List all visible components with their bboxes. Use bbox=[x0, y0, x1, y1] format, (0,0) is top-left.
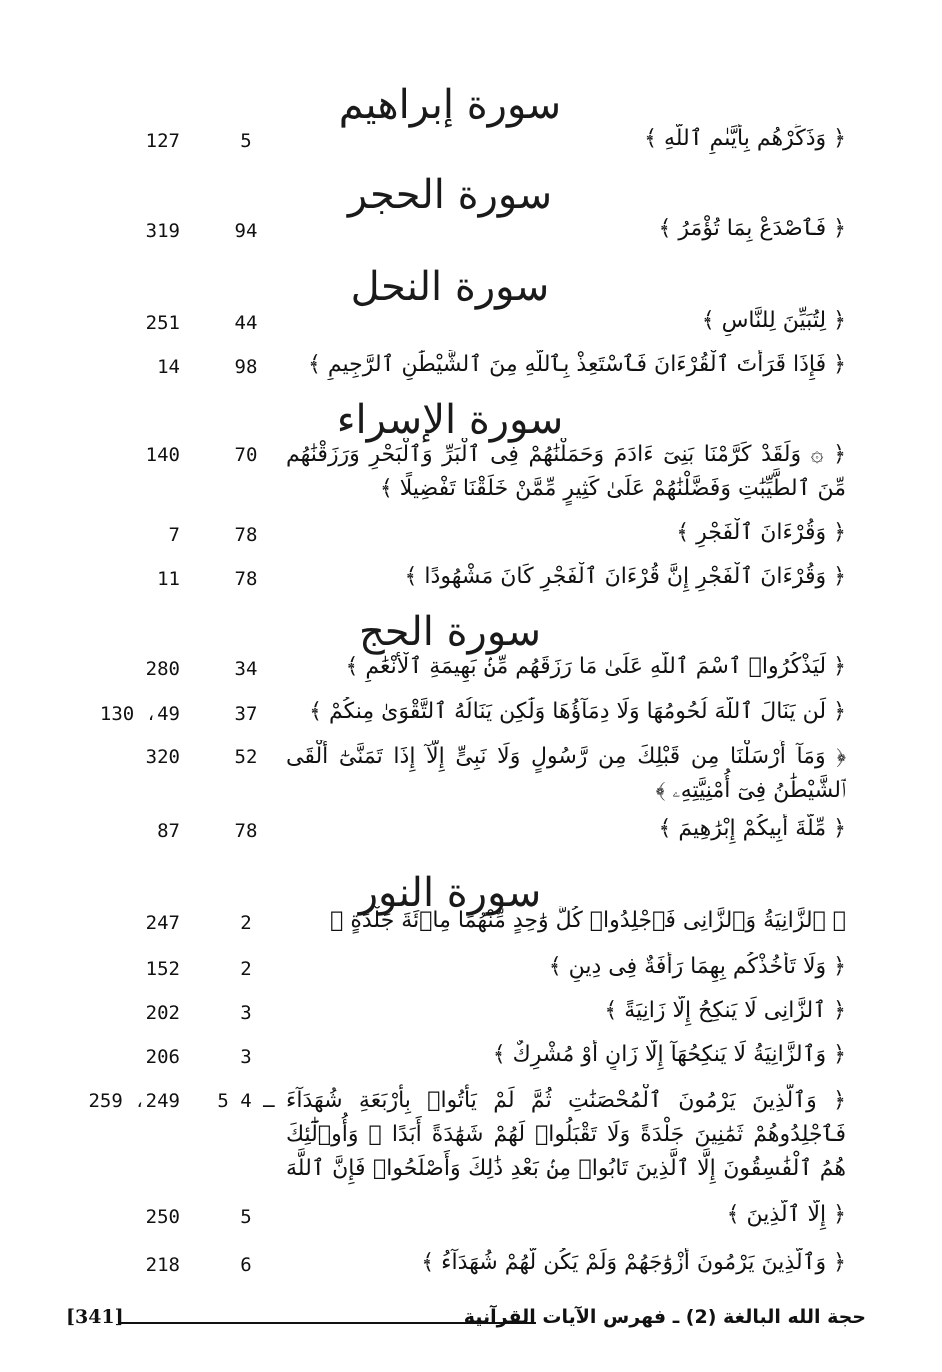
ayah-number: 70 bbox=[234, 444, 258, 466]
page-reference: 87 bbox=[157, 820, 180, 842]
page-reference: 11 bbox=[157, 568, 180, 590]
page-reference: 14 bbox=[157, 356, 180, 378]
verse-text: ﴿ فَإِذَا قَرَأْتَ ٱلْقُرْءَانَ فَٱسْتَعِذْ بِٱللَّهِ مِنَ ٱلشَّيْطَٰنِ ٱلرَّجِيمِ ﴾ bbox=[307, 352, 846, 377]
page-reference: 250 bbox=[145, 1206, 180, 1228]
verse-text: ﴿ وَٱلَّذِينَ يَرْمُونَ ٱلْمُحْصَنَٰتِ ثُمَّ لَمْ يَأْتُوا۟ بِأَرْبَعَةِ شُهَدَآءَ فَٱجْلِدُوهُمْ ثَمَٰنِينَ جَلْدَةً وَلَا تَقْبَلُوا۟ لَهُمْ شَهَٰدَةً أَبَدًا ۚ وَأُو۟لَٰٓئِكَ هُمُ ٱلْفَٰسِقُونَ إِلَّا ٱلَّذِينَ تَابُوا۟ مِنۢ بَعْدِ ذَٰلِكَ وَأَصْلَحُوا۟ فَإِنَّ ٱللَّهَ bbox=[286, 1088, 846, 1181]
page-reference: 319 bbox=[145, 220, 180, 242]
verse-text: ﴿ لَن يَنَالَ ٱللَّهَ لُحُومُهَا وَلَا دِمَآؤُهَا وَلَٰكِن يَنَالُهُ ٱلتَّقْوَىٰ مِنكُمْ ﴾ bbox=[309, 699, 846, 724]
ayah-number: 34 bbox=[234, 658, 258, 680]
verse-text: ﴿ وَمَآ أَرْسَلْنَا مِن قَبْلِكَ مِن رَّسُولٍ وَلَا نَبِىٍّ إِلَّآ إِذَا تَمَنَّىٰٓ أَلْقَى ٱلشَّيْطَٰنُ فِىٓ أُمْنِيَّتِهِۦ ﴾ bbox=[286, 744, 846, 803]
verse-text: ﴿ ٱلزَّانِيَةُ وَٱلزَّانِى فَٱجْلِدُوا۟ كُلَّ وَٰحِدٍ مِّنْهُمَا مِا۟ئَةَ جَلْدَةٍ ﴾ bbox=[330, 908, 846, 933]
surah-heading: سورة النحل bbox=[350, 264, 550, 310]
page-reference: 127 bbox=[145, 130, 180, 152]
ayah-number: 5 bbox=[240, 130, 252, 152]
verse-text: ﴿ وَذَكِّرْهُم بِأَيَّىٰمِ ٱللَّهِ ﴾ bbox=[644, 126, 846, 151]
ayah-number: 78 bbox=[234, 524, 258, 546]
ayah-number: 94 bbox=[234, 220, 258, 242]
surah-heading: سورة الإسراء bbox=[336, 397, 564, 443]
page-reference: 202 bbox=[145, 1002, 180, 1024]
verse-text: ﴿ وَلَا تَأْخُذْكُم بِهِمَا رَأْفَةٌ فِى دِينِ ﴾ bbox=[548, 954, 846, 979]
page-reference: 152 bbox=[145, 958, 180, 980]
ayah-number: 2 bbox=[240, 912, 252, 934]
page-reference: 140 bbox=[145, 444, 180, 466]
verse-text: ﴿ ۞ وَلَقَدْ كَرَّمْنَا بَنِىٓ ءَادَمَ وَحَمَلْنَٰهُمْ فِى ٱلْبَرِّ وَٱلْبَحْرِ وَرَزَقْنَٰهُم مِّنَ ٱلطَّيِّبَٰتِ وَفَضَّلْنَٰهُمْ عَلَىٰ كَثِيرٍ مِّمَّنْ خَلَقْنَا تَفْضِيلًا ﴾ bbox=[286, 442, 846, 501]
ayah-number: 5 ـ 4 bbox=[217, 1090, 275, 1112]
ayah-number: 2 bbox=[240, 958, 252, 980]
surah-heading: سورة الحج bbox=[358, 609, 542, 655]
page-number: [341] bbox=[66, 1306, 124, 1328]
page-reference: 320 bbox=[145, 746, 180, 768]
surah-heading: سورة الحجر bbox=[347, 172, 553, 218]
page-reference: 206 bbox=[145, 1046, 180, 1068]
surah-heading: سورة النور bbox=[358, 870, 542, 916]
verse-text: ﴿ لِتُبَيِّنَ لِلنَّاسِ ﴾ bbox=[701, 308, 846, 333]
ayah-number: 52 bbox=[234, 746, 258, 768]
page-reference: 130 ،49 bbox=[99, 703, 180, 725]
page-reference: 218 bbox=[145, 1254, 180, 1276]
verse-text: ﴿ وَقُرْءَانَ ٱلْفَجْرِ إِنَّ قُرْءَانَ ٱلْفَجْرِ كَانَ مَشْهُودًا ﴾ bbox=[404, 564, 846, 589]
page-reference: 259 ،249 bbox=[88, 1090, 180, 1112]
footer-title: حجة الله البالغة (2) ـ فهرس الآيات القرآنية bbox=[463, 1306, 866, 1328]
page-reference: 251 bbox=[145, 312, 180, 334]
ayah-number: 78 bbox=[234, 568, 258, 590]
page-reference: 280 bbox=[145, 658, 180, 680]
verse-text: ﴿ مِّلَّةَ أَبِيكُمْ إِبْرَٰهِيمَ ﴾ bbox=[658, 816, 846, 841]
ayah-number: 3 bbox=[240, 1002, 252, 1024]
ayah-number: 5 bbox=[240, 1206, 252, 1228]
verse-text: ﴿ فَٱصْدَعْ بِمَا تُؤْمَرُ ﴾ bbox=[658, 216, 846, 241]
surah-heading: سورة إبراهيم bbox=[338, 82, 562, 128]
verse-text: ﴿ إِلَّا ٱلَّذِينَ ﴾ bbox=[726, 1202, 846, 1227]
verse-text: ﴿ وَٱلزَّانِيَةُ لَا يَنكِحُهَآ إِلَّا زَانٍ أَوْ مُشْرِكٌ ﴾ bbox=[492, 1042, 846, 1067]
ayah-number: 6 bbox=[240, 1254, 252, 1276]
verse-text: ﴿ وَٱلَّذِينَ يَرْمُونَ أَزْوَٰجَهُمْ وَلَمْ يَكُن لَّهُمْ شُهَدَآءُ ﴾ bbox=[421, 1250, 846, 1275]
page-reference: 247 bbox=[145, 912, 180, 934]
verse-text: ﴿ لِّيَذْكُرُوا۟ ٱسْمَ ٱللَّهِ عَلَىٰ مَا رَزَقَهُم مِّنۢ بَهِيمَةِ ٱلْأَنْعَٰمِ ﴾ bbox=[345, 654, 846, 679]
ayah-number: 3 bbox=[240, 1046, 252, 1068]
ayah-number: 37 bbox=[234, 703, 258, 725]
verse-text: ﴿ ٱلزَّانِى لَا يَنكِحُ إِلَّا زَانِيَةً ﴾ bbox=[604, 998, 846, 1023]
page-footer bbox=[66, 1304, 866, 1338]
page-reference: 7 bbox=[168, 524, 180, 546]
ayah-number: 98 bbox=[234, 356, 258, 378]
verse-text: ﴿ وَقُرْءَانَ ٱلْفَجْرِ ﴾ bbox=[676, 520, 846, 545]
ayah-number: 44 bbox=[234, 312, 258, 334]
ayah-number: 78 bbox=[234, 820, 258, 842]
